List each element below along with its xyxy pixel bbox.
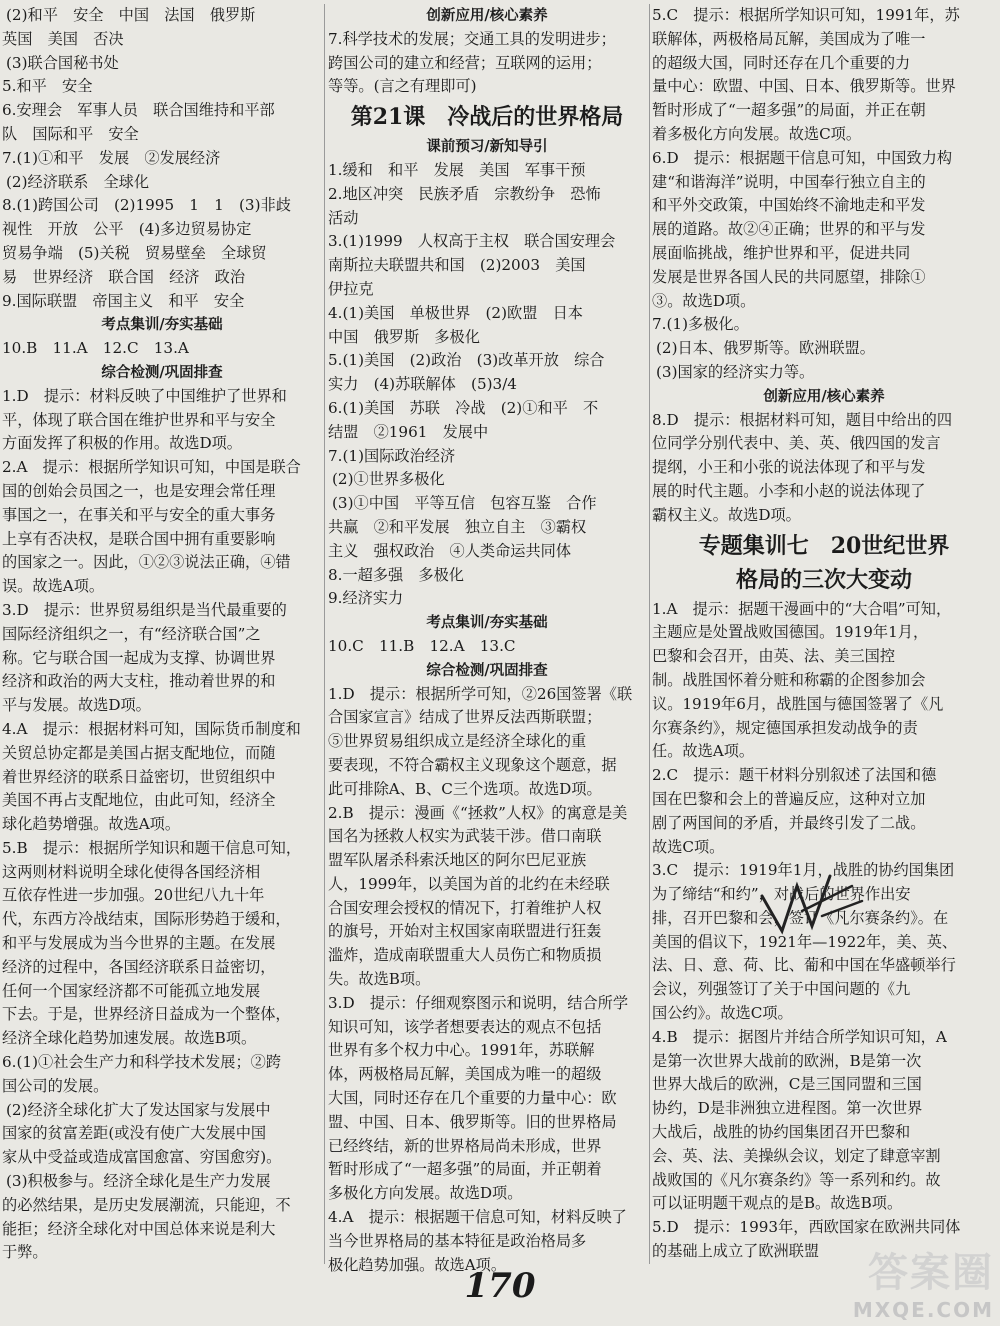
answer-line: 5.C 提示：根据所学知识可知，1991年，苏 (652, 6, 960, 24)
answer-line: 方面发挥了积极的作用。故选D项。 (2, 434, 242, 453)
answer-line: 的国家之一。因此，①②③说法正确，④错 (2, 553, 291, 572)
answer-line: 当今世界格局的基本特征是政治格局多 (328, 1231, 587, 1250)
answer-line: 易 世界经济 联合国 经济 政治 (2, 267, 245, 286)
answer-line: 的旗号，开始对主权国家南联盟进行狂轰 (328, 922, 602, 941)
answer-line: 1.D 提示：材料反映了中国维护了世界和 (2, 386, 287, 405)
column-left (2, 4, 322, 1265)
answer-line: (3)国家的经济实力等。 (656, 362, 815, 381)
answer-line: 主题应是处置战败国德国。1919年1月， (652, 623, 929, 642)
answer-line: 1.缓和 和平 发展 美国 军事干预 (328, 160, 586, 179)
answer-line: 2.A 提示：根据所学知识可知，中国是联合 (2, 458, 301, 477)
answer-line: ⑤世界贸易组织成立是经济全球化的重 (328, 732, 587, 751)
answer-line: (2)经济联系 全球化 (6, 172, 150, 191)
answer-line: 称。它与联合国一起成为支撑、协调世界 (2, 648, 276, 667)
answer-line: 7.(1)多极化。 (652, 315, 749, 334)
answer-line: 提纲，小王和小张的说法体现了和平与发 (652, 458, 926, 477)
answer-line: 大战后，战胜的协约国集团召开巴黎和 (652, 1123, 911, 1142)
answer-line: 2.C 提示：题干材料分别叙述了法国和德 (652, 766, 937, 785)
answer-line: 的必然结果，是历史发展潮流，只能迎，不 (2, 1195, 291, 1214)
answer-line: 5.B 提示：根据所学知识和题干信息可知， (2, 838, 302, 857)
answer-line: 大国，同时还存在几个重要的力量中心：欧 (328, 1089, 617, 1108)
answer-line: 4.(1)美国 单极世界 (2)欧盟 日本 (328, 303, 583, 322)
answer-line: 国名为拯救人权实为武装干涉。借口南联 (328, 827, 602, 846)
section-heading: 创新应用/核心素养 (763, 387, 885, 405)
answer-line: 盟军队屠杀科索沃地区的阿尔巴尼亚族 (328, 851, 587, 870)
answer-line: 5.D 提示：1993年，西欧国家在欧洲共同体 (652, 1218, 961, 1237)
answer-line: 是第一次世界大战前的欧洲，B是第一次 (652, 1051, 922, 1070)
section-heading: 考点集训/夯实基础 (101, 316, 223, 334)
answer-line: (3)积极参与。经济全球化是生产力发展 (6, 1172, 271, 1191)
answer-line: 法、日、意、荷、比、葡和中国在华盛顿举行 (652, 956, 956, 975)
answer-line: 南斯拉夫联盟共和国 (2)2003 美国 (328, 256, 586, 275)
answer-line: 盟、中国、日本、俄罗斯等。旧的世界格局 (328, 1112, 617, 1131)
answer-line: 6.D 提示：根据题干信息可知，中国致力构 (652, 148, 953, 167)
answer-line: 战败国的《凡尔赛条约》等一系列和约。故 (652, 1170, 941, 1189)
lesson-title: 第21课 冷战后的世界格局 (350, 104, 624, 131)
answer-line: 6.安理会 军事人员 联合国维持和平部 (2, 101, 275, 120)
answer-line: 3.(1)1999 人权高于主权 联合国安理会 (328, 232, 616, 251)
answer-line: 9.经济实力 (328, 589, 404, 608)
answer-line: 活动 (328, 208, 359, 227)
answer-line: 结盟 ②1961 发展中 (328, 422, 489, 441)
answer-line: 剧了两国间的矛盾，并最终引发了二战。 (652, 813, 926, 832)
answer-line: 量中心：欧盟、中国、日本、俄罗斯等。世界 (652, 77, 956, 96)
answer-line: 世界有多个权力中心。1991年，苏联解 (328, 1041, 595, 1060)
answer-line: 美国不再占支配地位，由此可知，经济全 (2, 791, 276, 810)
answer-line: 的超级大国，同时还存在几个重要的力 (652, 53, 911, 72)
answer-line: 9.国际联盟 帝国主义 和平 安全 (2, 291, 245, 310)
answer-line: 国家的贫富差距(或没有使广大发展中国 (2, 1124, 267, 1143)
answer-line: 展的道路。故②④正确；世界的和平与发 (652, 220, 926, 239)
answer-line: 5.和平 安全 (2, 77, 93, 96)
answer-line: 家从中受益或造成富国愈富、穷国愈穷)。 (2, 1148, 282, 1167)
answer-line: 发展是世界各国人民的共同愿望，排除① (652, 267, 926, 286)
section-heading: 创新应用/核心素养 (426, 7, 548, 24)
section-heading: 综合检测/巩固排查 (426, 661, 548, 679)
answer-line: 国际经济组织之一，有“经济联合国”之 (2, 624, 261, 643)
answer-line: 和平与发展成为当今世界的主题。在发展 (2, 934, 276, 953)
answer-line: 故选C项。 (652, 837, 725, 856)
answer-line: 联解体，两极格局瓦解，美国成为了唯一 (652, 29, 926, 48)
answer-line: 2.地区冲突 民族矛盾 宗教纷争 恐怖 (328, 184, 601, 203)
answer-line: 经济全球化趋势加速发展。故选B项。 (2, 1029, 257, 1048)
watermark-site: MXQE.COM (852, 1298, 994, 1322)
answer-line: 实力 (4)苏联解体 (5)3/4 (328, 375, 517, 394)
answer-line: (2)①世界多极化 (332, 470, 445, 489)
answer-line: 经济的过程中，各国经济联系日益密切， (2, 957, 276, 976)
answer-line: 3.C 提示：1919年1月，战胜的协约国集团 (652, 861, 955, 880)
answer-line: 已经终结，新的世界格局尚未形成，世界 (328, 1136, 602, 1155)
answer-line: 展的时代主题。小李和小赵的说法体现了 (652, 481, 926, 500)
answer-line: 合国家宣言》结成了世界反法西斯联盟； (328, 708, 602, 727)
answer-line: (2)日本、俄罗斯等。欧洲联盟。 (656, 339, 875, 358)
answer-line: 建“和谐海洋”说明，中国奉行独立自主的 (652, 172, 926, 191)
answer-line: 7.(1)①和平 发展 ②发展经济 (2, 148, 221, 167)
watermark-logo (853, 1241, 994, 1322)
answer-line: (2)经济全球化扩大了发达国家与发展中 (6, 1100, 271, 1119)
answer-line: 互依存性进一步加强。20世纪八九十年 (2, 886, 265, 905)
answer-line: 的基础上成立了欧洲联盟 (652, 1242, 820, 1261)
answer-line: 为了缔结“和约”，对战后的世界作出安 (652, 885, 911, 904)
answer-line: 8.D 提示：根据材料可知，题目中给出的四 (652, 410, 953, 429)
answer-line: (3)①中国 平等互信 包容互鉴 合作 (332, 494, 597, 513)
section-heading: 考点集训/夯实基础 (426, 614, 548, 632)
answer-line: 误。故选A项。 (2, 577, 105, 596)
answer-line: 英国 美国 否决 (2, 29, 124, 48)
column-divider (649, 4, 650, 1264)
answer-line: 任。故选A项。 (652, 742, 755, 761)
answer-line: 议。1919年6月，战胜国与德国签署了《凡 (652, 694, 944, 713)
answer-line: 国在巴黎和会上的普遍反应，这种对立加 (652, 789, 926, 808)
watermark-text: 答案圈 (868, 1250, 994, 1296)
answer-line: 暂时形成了“一超多强”的局面，并正朝着 (328, 1160, 602, 1179)
answer-line: 2.B 提示：漫画《“拯救”人权》的寓意是美 (328, 803, 628, 822)
lesson-title: 格局的三次大变动 (735, 566, 912, 593)
answer-line: 4.A 提示：根据题干信息可知，材料反映了 (328, 1208, 627, 1227)
answer-line: 跨国公司的建立和经营；互联网的运用； (328, 53, 602, 72)
answer-line: 排，召开巴黎和会，签订《凡尔赛条约》。在 (652, 908, 949, 927)
answer-line: 极化趋势加强。故选A项。 (328, 1255, 507, 1274)
answer-line: 事国之一，在事关和平与安全的重大事务 (2, 505, 276, 524)
answer-line: 中国 俄罗斯 多极化 (328, 327, 480, 346)
answer-line: 5.(1)美国 (2)政治 (3)改革开放 综合 (328, 351, 605, 370)
section-heading: 综合检测/巩固排查 (101, 363, 223, 381)
answer-line: 共赢 ②和平发展 独立自主 ③霸权 (328, 517, 587, 536)
answer-line: 1.D 提示：根据所学可知，②26国签署《联 (328, 684, 633, 703)
answer-line: 滥炸，造成南联盟重大人员伤亡和物质损 (328, 946, 602, 965)
answer-line: 于弊。 (2, 1243, 48, 1262)
answer-line: 国公约》。故选C项。 (652, 1004, 793, 1023)
answer-line: 此可排除A、B、C三个选项。故选D项。 (328, 779, 602, 798)
column-right (652, 4, 996, 1264)
answer-line: 等等。(言之有理即可) (328, 77, 477, 96)
answer-line: 国的创始会员国之一，也是安理会常任理 (2, 481, 276, 500)
answer-line: 7.(1)国际政治经济 (328, 446, 456, 465)
answer-line: 主义 强权政治 ④人类命运共同体 (328, 541, 571, 560)
answer-line: 这两则材料说明全球化使得各国经济相 (2, 862, 261, 881)
answer-line: 合国安理会授权的情况下，打着维护人权 (328, 898, 602, 917)
page-number: 170 (464, 1266, 536, 1306)
answer-line: 能拒；经济全球化对中国总体来说是利大 (2, 1219, 276, 1238)
answer-line: 关贸总协定都是美国占据支配地位，而随 (2, 743, 276, 762)
answer-line: 暂时形成了“一超多强”的局面，并正在朝 (652, 101, 926, 120)
answer-line: 平，体现了联合国在维护世界和平与安全 (2, 410, 276, 429)
answer-line: (2)和平 安全 中国 法国 俄罗斯 (6, 6, 256, 24)
answer-line: 协约，D是非洲独立进程图。第一次世界 (652, 1099, 923, 1118)
answer-line: 贸易争端 (5)关税 贸易壁垒 全球贸 (2, 243, 267, 262)
answer-line: 着世界经济的联系日益密切，世贸组织中 (2, 767, 276, 786)
answer-line: 美国的倡议下，1921年—1922年，美、英、 (652, 932, 958, 951)
answer-line: 平与发展。故选D项。 (2, 696, 151, 715)
answer-line: 8.(1)跨国公司 (2)1995 1 1 (3)非歧 (2, 196, 291, 215)
answer-line: 3.D 提示：世界贸易组织是当代最重要的 (2, 600, 287, 619)
answer-line: (3)联合国秘书处 (6, 53, 119, 72)
answer-line: 人，1999年，以美国为首的北约在未经联 (328, 874, 610, 893)
answer-line: 4.A 提示：根据材料可知，国际货币制度和 (2, 719, 301, 738)
answer-line: 伊拉克 (328, 279, 374, 298)
answer-line: 6.(1)①社会生产力和科学技术发展；②跨 (2, 1053, 282, 1072)
answer-line: 10.B 11.A 12.C 13.A (2, 339, 189, 358)
answer-line: 视性 开放 公平 (4)多边贸易协定 (2, 220, 252, 239)
answer-line: 着多极化方向发展。故选C项。 (652, 124, 862, 143)
answer-line: 10.C 11.B 12.A 13.C (328, 636, 516, 655)
answer-line: 7.科学技术的发展；交通工具的发明进步； (328, 29, 616, 48)
answer-line: 上享有否决权，是联合国中拥有重要影响 (2, 529, 276, 548)
handwritten-mark (752, 856, 872, 946)
answer-line: ③。故选D项。 (652, 291, 756, 310)
answer-line: 多极化方向发展。故选D项。 (328, 1184, 523, 1203)
answer-line: 展面临挑战，维护世界和平，促进共同 (652, 243, 911, 262)
answer-line: 要表现，不符合霸权主义现象这个题意，据 (328, 755, 617, 774)
answer-line: 制。战胜国怀着分赃和称霸的企图参加会 (652, 670, 926, 689)
answer-line: 和平外交政策，中国始终不渝地走和平发 (652, 196, 926, 215)
answer-line: 4.B 提示：据图片并结合所学知识可知，A (652, 1027, 947, 1046)
answer-line: 任何一个国家经济都不可能孤立地发展 (2, 981, 261, 1000)
answer-line: 经济和政治的两大支柱，推动着世界的和 (2, 672, 276, 691)
answer-line: 可以证明题干观点的是B。故选B项。 (652, 1194, 903, 1213)
answer-line: 下去。于是，世界经济日益成为一个整体， (2, 1005, 291, 1024)
answer-line: 国公司的发展。 (2, 1076, 109, 1095)
answer-line: 球化趋势增强。故选A项。 (2, 815, 181, 834)
answer-line: 知识可知，该学者想要表达的观点不包括 (328, 1017, 602, 1036)
answer-line: 尔赛条约》，规定德国承担发动战争的责 (652, 718, 918, 737)
column-middle (328, 4, 646, 1277)
answer-line: 体，两极格局瓦解，美国成为唯一的超级 (328, 1065, 602, 1084)
answer-line: 队 国际和平 安全 (2, 124, 139, 143)
answer-line: 位同学分别代表中、美、英、俄四国的发言 (652, 434, 941, 453)
lesson-title: 专题集训七 20世纪世界 (698, 532, 950, 559)
answer-line: 霸权主义。故选D项。 (652, 505, 801, 524)
answer-line: 8.一超多强 多极化 (328, 565, 464, 584)
answer-line: 6.(1)美国 苏联 冷战 (2)①和平 不 (328, 398, 599, 417)
answer-line: 世界大战后的欧洲，C是三国同盟和三国 (652, 1075, 922, 1094)
section-heading: 课前预习/新知导引 (426, 138, 548, 156)
answer-line: 会、英、法、美操纵会议，划定了肆意宰割 (652, 1146, 941, 1165)
answer-line: 巴黎和会召开，由英、法、美三国控 (652, 647, 895, 666)
answer-line: 代，东西方冷战结束，国际形势趋于缓和， (2, 910, 291, 929)
answer-line: 1.A 提示：据题干漫画中的“大合唱”可知， (652, 599, 952, 618)
answer-line: 会议，列强签订了关于中国问题的《九 (652, 980, 911, 999)
answer-line: 3.D 提示：仔细观察图示和说明，结合所学 (328, 993, 629, 1012)
column-divider (324, 4, 325, 1264)
answer-line: 失。故选B项。 (328, 970, 431, 989)
